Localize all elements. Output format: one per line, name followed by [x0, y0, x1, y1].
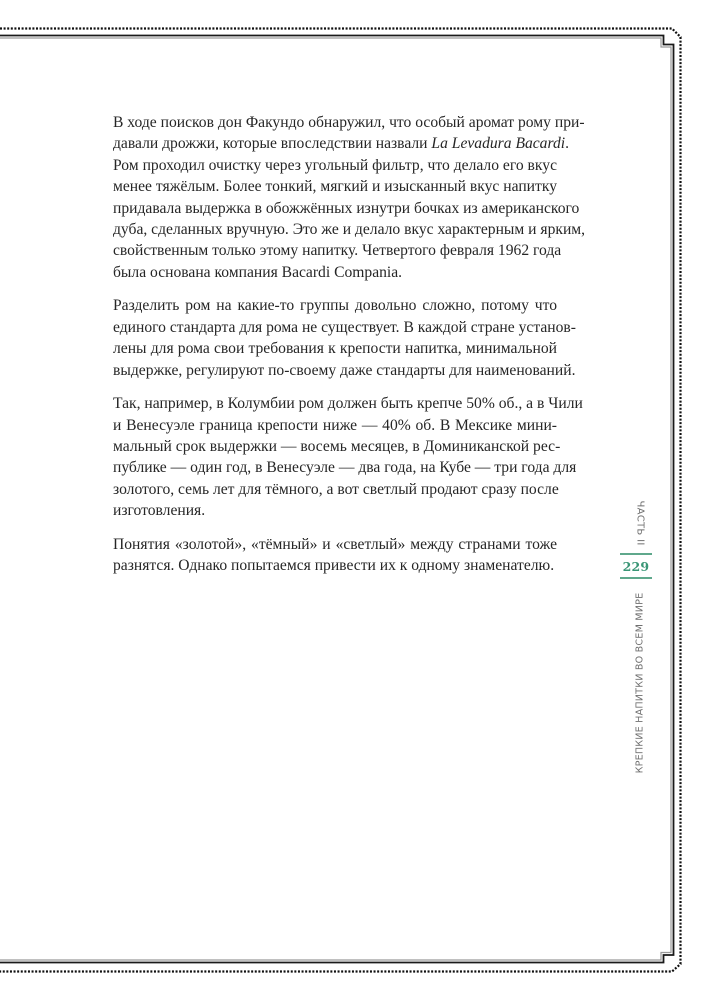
- text-segment: .: [565, 135, 570, 153]
- text-line: Разделить ром на какие-то группы довольно сложно, потому что: [113, 297, 557, 315]
- text-line: лены для рома свои требования к крепости напитка, минимальной: [113, 340, 557, 358]
- text-line: выдержке, регулируют по-своему даже стандарты для наименований.: [113, 361, 576, 379]
- text-line: дуба, сделанных вручную. Это же и делало вкус характерным и ярким,: [113, 221, 586, 239]
- paragraph-3: [113, 393, 583, 521]
- text-line: Ром проходил очистку через угольный фильтр, что делало его вкус: [113, 156, 557, 174]
- page-number-box: [620, 553, 652, 579]
- text-line: Понятия «золотой», «тёмный» и «светлый» между странами тоже: [113, 535, 557, 553]
- text-line: была основана компания Bacardi Compania.: [113, 263, 403, 281]
- text-line: и Венесуэле граница крепости ниже — 40% об. В Мексике мини-: [113, 416, 557, 434]
- part-label: ЧАСТЬ II: [634, 499, 646, 546]
- text-line: публике — один год, в Венесуэле — два года, на Кубе — три года для: [113, 459, 577, 477]
- body-text: [113, 112, 586, 589]
- paragraph-2: [113, 295, 576, 381]
- running-header-part: [618, 500, 662, 545]
- book-title: КРЕПКИЕ НАПИТКИ ВО ВСЕМ МИРЕ: [634, 592, 646, 774]
- paragraph-4: [113, 534, 557, 577]
- text-line: единого стандарта для рома не существует. В каждой стране установ-: [113, 318, 576, 336]
- text-segment: давали дрожжи, которые впоследствии назвали: [113, 135, 432, 153]
- running-header-book: [618, 588, 662, 778]
- page-number: 229: [622, 558, 650, 574]
- text-line: придавала выдержка в обожжённых изнутри бочках из американского: [113, 199, 580, 217]
- paragraph-1: [113, 112, 586, 283]
- text-line: мальный срок выдержки — восемь месяцев, в Доминиканской рес-: [113, 438, 561, 456]
- text-line: менее тяжёлым. Более тонкий, мягкий и изысканный вкус напитку: [113, 178, 557, 196]
- text-line: В ходе поисков дон Факундо обнаружил, что особый аромат рому при-: [113, 114, 585, 131]
- italic-brand-name: La Levadura Bacardi: [431, 135, 566, 153]
- text-line: изготовления.: [113, 502, 206, 520]
- text-line: [113, 133, 570, 154]
- text-line: разнятся. Однако попытаемся привести их к одному знаменателю.: [113, 557, 555, 575]
- text-line: свойственным только этому напитку. Четвертого февраля 1962 года: [113, 242, 562, 260]
- text-line: золотого, семь лет для тёмного, а вот светлый продают сразу после: [113, 480, 559, 498]
- text-line: Так, например, в Колумбии ром должен быть крепче 50% об., а в Чили: [113, 395, 583, 413]
